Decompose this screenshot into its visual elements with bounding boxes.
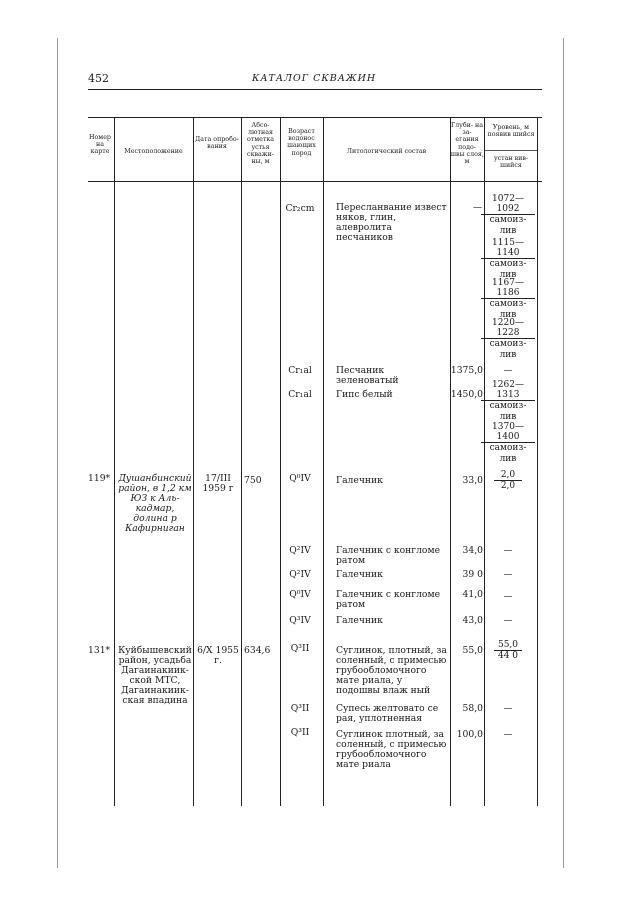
row-age: Q³IV — [289, 615, 311, 626]
col-line-2 — [193, 118, 194, 806]
level-cell — [481, 238, 535, 280]
header-date: Дата опробо- вания — [195, 136, 239, 151]
row-lithology: Галечник с конгломе ратом — [336, 545, 441, 566]
level-bottom: самоиз- лив — [481, 338, 535, 359]
level-top: 1220—1228 — [492, 318, 524, 339]
row-date: 6/X 1955 г. — [197, 645, 239, 666]
row-depth: 58,0 — [462, 703, 483, 714]
row-age: Q³II — [290, 703, 310, 714]
row-number: 131* — [88, 645, 111, 656]
level-top: 55,0 — [497, 640, 519, 650]
level-cell — [481, 318, 535, 360]
row-age: Cr₂cm — [285, 203, 315, 214]
header-number: Номер на карте — [89, 134, 111, 156]
row-location: Душанбинский район, в 1,2 км ЮЗ к Аль- кадмар, долина р Кафирниган — [118, 473, 192, 534]
header-depth: Глуби- на за- егания подо- швы слоя, м — [450, 122, 484, 166]
header-age: Возраст водонос шающих пород — [287, 128, 316, 157]
col-line-4 — [280, 118, 281, 806]
level-top: 2,0 — [500, 470, 516, 480]
level-bottom: 44 0 — [494, 650, 522, 661]
row-depth: 33,0 — [462, 475, 483, 486]
level-bottom: самоиз- лив — [481, 400, 535, 421]
level-cell: — — [503, 730, 513, 740]
level-cell: — — [503, 704, 513, 714]
col-line-8 — [537, 118, 538, 806]
col-line-1 — [114, 118, 115, 806]
row-lithology: Галечник — [336, 569, 383, 580]
row-age: Cr₁al — [288, 389, 312, 400]
row-depth: — — [472, 202, 482, 213]
row-age: Q³II — [290, 727, 310, 738]
level-cell — [481, 194, 535, 236]
row-depth: 1450,0 — [450, 389, 483, 400]
row-lithology: Пересланвание извест няков, глин, алевролита песчаников — [336, 202, 447, 243]
header-lithology: Литологический состав — [346, 148, 427, 155]
level-cell: — — [503, 592, 513, 602]
level-cell — [481, 422, 535, 464]
level-cell — [481, 640, 535, 661]
row-depth: 1375,0 — [450, 365, 483, 376]
row-lithology: Супесь желтовато се рая, уплотненная — [336, 703, 439, 724]
row-age: Q²IV — [289, 545, 311, 556]
row-location: Куйбышевский район, усадьба Дагаинакиик- ской МТС, Дагаинакиик- ская впадина — [118, 645, 192, 706]
level-top: 1370—1400 — [492, 422, 524, 443]
col-line-6 — [450, 118, 451, 806]
row-age: Q²IV — [289, 569, 311, 580]
table-top-rule — [88, 117, 542, 118]
row-date: 17/III 1959 г — [202, 473, 234, 494]
row-lithology: Суглинок, плотный, за соленный, с примесью грубообломочного мате риала, у подошвы влаж ный — [336, 645, 447, 696]
page-edge-left — [57, 38, 58, 868]
header-location: Местоположение — [124, 148, 183, 155]
level-bottom: самоиз- лив — [481, 298, 535, 319]
level-cell — [481, 380, 535, 422]
row-age: Q⁰IV — [289, 473, 311, 484]
page-number: 452 — [88, 72, 109, 85]
header-rule — [88, 89, 542, 90]
row-depth: 100,0 — [456, 729, 483, 740]
header-level-appeared: Уровень, м появив шийся — [487, 124, 535, 139]
col-line-5 — [323, 118, 324, 806]
level-cell — [481, 470, 535, 491]
page-edge-right — [563, 38, 564, 868]
row-lithology: Гипс белый — [336, 389, 393, 400]
level-top: 1262—1313 — [492, 380, 524, 401]
level-bottom: самоиз- лив — [481, 258, 535, 279]
row-number: 119* — [88, 473, 111, 484]
col-line-3 — [241, 118, 242, 806]
level-cell: — — [503, 570, 513, 580]
row-lithology: Песчаник зеленоватый — [336, 365, 399, 386]
level-cell: — — [503, 366, 513, 376]
row-elevation: 634,6 — [244, 645, 271, 656]
row-elevation: 750 — [244, 475, 262, 486]
header-elevation: Абсо- лютная отметка устья скважи- ны, м — [246, 122, 275, 166]
row-age: Cr₁al — [288, 365, 312, 376]
level-top: 1167—1186 — [492, 278, 524, 299]
row-depth: 41,0 — [462, 589, 483, 600]
row-depth: 39 0 — [462, 569, 483, 580]
header-level-established: устан вив- шийся — [493, 155, 529, 170]
level-cell: — — [503, 616, 513, 626]
row-depth: 55,0 — [462, 645, 483, 656]
header-sub-rule — [485, 150, 537, 151]
running-title: КАТАЛОГ СКВАЖИН — [252, 73, 377, 84]
row-lithology: Галечник — [336, 615, 383, 626]
row-lithology: Галечник с конгломе ратом — [336, 589, 441, 610]
row-depth: 43,0 — [462, 615, 483, 626]
level-top: 1072—1092 — [492, 194, 524, 215]
row-age: Q³II — [290, 643, 310, 654]
level-bottom: самоиз- лив — [481, 214, 535, 235]
level-cell: — — [503, 546, 513, 556]
row-lithology: Суглинок плотный, за соленный, с примесью грубообломочного мате риала — [336, 729, 447, 770]
level-top: 1115—1140 — [492, 238, 524, 259]
level-cell — [481, 278, 535, 320]
level-bottom: 2,0 — [494, 480, 522, 491]
row-depth: 34,0 — [462, 545, 483, 556]
level-bottom: самоиз- лив — [481, 442, 535, 463]
row-age: Q⁰IV — [289, 589, 311, 600]
table-head-rule — [88, 181, 542, 182]
row-lithology: Галечник — [336, 475, 383, 486]
